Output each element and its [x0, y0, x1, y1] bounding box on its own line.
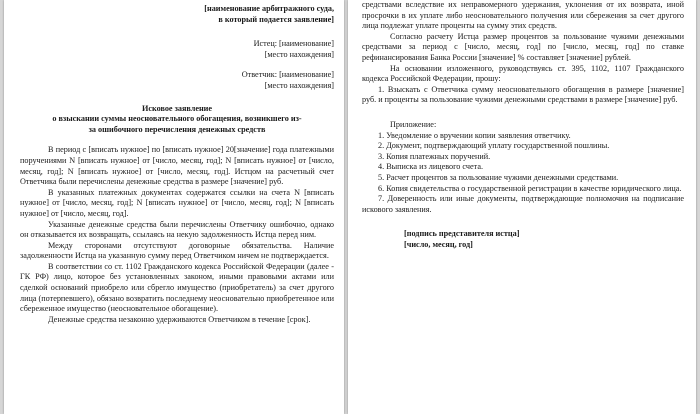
appendix-item: 2. Документ, подтверждающий уплату государственной пошлины. [378, 141, 610, 151]
signature-line: [подпись представителя истца] [404, 229, 520, 239]
appendix-item: 3. Копия платежных поручений. [378, 151, 491, 161]
defendant-address: [место нахождения] [264, 80, 334, 90]
body-paragraph: На основании изложенного, руководствуясь ст. 395, 1102, 1107 Гражданского кодекса Российской Федерации, прошу: [362, 63, 684, 84]
court-name-line: в который подается заявление] [218, 14, 334, 24]
page-right [348, 0, 696, 414]
appendix-list [362, 131, 684, 216]
defendant-block [20, 70, 334, 91]
signature-date: [число, месяц, год] [404, 239, 473, 249]
request-list [362, 85, 684, 106]
appendix-item: 7. Доверенность или иные документы, подтверждающие полномочия на подписание искового заявления. [362, 194, 684, 214]
body-paragraph: Согласно расчету Истца размер процентов за пользование чужими денежными средствами за период с [число, месяц, год] по [число, месяц, год] по ставке рефинансирования Банка России [значение] % составляет [значение] рублей. [362, 31, 684, 62]
appendix-item: 5. Расчет процентов за пользование чужими денежными средствами. [378, 172, 619, 182]
body-paragraph: В указанных платежных документах содержатся ссылки на счета N [вписать нужное] от [число, месяц, год]; N [вписать нужное] от [число, месяц, год]; N [вписать нужное] от [число, месяц, год]. [20, 187, 334, 218]
body-paragraph: Указанные денежные средства были перечислены Ответчику ошибочно, однако он отказывается их возвращать, ссылаясь на некую задолженность Истца перед ним. [20, 219, 334, 240]
document-subtitle-line: за ошибочного перечисления денежных средств [88, 124, 266, 134]
body-paragraph: В соответствии со ст. 1102 Гражданского кодекса Российской Федерации (далее - ГК РФ) лицо, которое без установленных законом, иными правовыми актами или сделкой оснований приобрело или сбрегло имущество (приобретатель) за счет другого лица (потерпевшего), обязано возвратить последнему неосновательно приобретенное или сбереженное имущество (неосновательное обогащение). [20, 261, 334, 314]
court-address [20, 4, 334, 25]
plaintiff-block [20, 39, 334, 60]
document-title-block [20, 104, 334, 136]
court-name-line: [наименование арбитражного суда, [204, 4, 334, 13]
plaintiff-address: [место нахождения] [264, 49, 334, 59]
appendix-title: Приложение: [390, 119, 437, 129]
body-paragraph: Между сторонами отсутствуют договорные обязательства. Наличие задолженности Истца на указанную сумму перед Ответчиком ничем не подтверждается. [20, 240, 334, 261]
appendix-item: 1. Уведомление о вручении копии заявления ответчику. [378, 130, 571, 140]
plaintiff-name: Истец: [наименование] [253, 39, 334, 49]
body-paragraph: средствами вследствие их неправомерного удержания, уклонения от их возврата, иной просрочки в их уплате либо неосновательного получения или сбережения за счет другого лица подлежат уплате проценты на сумму этих средств. [362, 0, 684, 31]
body-paragraph: Денежные средства незаконно удерживаются Ответчиком в течение [срок]. [48, 314, 311, 324]
request-item: 1. Взыскать с Ответчика сумму неосновательного обогащения в размере [значение] руб. и проценты за пользование чужими денежными средствами в размере [значение] руб. [362, 84, 684, 105]
body-paragraph: В период с [вписать нужное] по [вписать нужное] 20[значение] года платежными поручениями N [вписать нужное] от [число, месяц, год]; N [вписать нужное] от [число, месяц, год]; N [вписать нужное] от [число, месяц, год]. Истцом на расчетный счет Ответчика были перечислены денежные средства в размере [значение] руб. [20, 145, 334, 187]
page-left [4, 0, 344, 414]
defendant-name: Ответчик: [наименование] [241, 70, 334, 80]
document-subtitle-line: о взыскании суммы неосновательного обогащения, возникшего из- [52, 114, 302, 124]
document-title: Исковое заявление [141, 103, 213, 113]
appendix-item: 4. Выписка из лицевого счета. [378, 162, 484, 172]
appendix-item: 6. Копия свидетельства о государственной регистрации в качестве юридического лица. [378, 183, 682, 193]
